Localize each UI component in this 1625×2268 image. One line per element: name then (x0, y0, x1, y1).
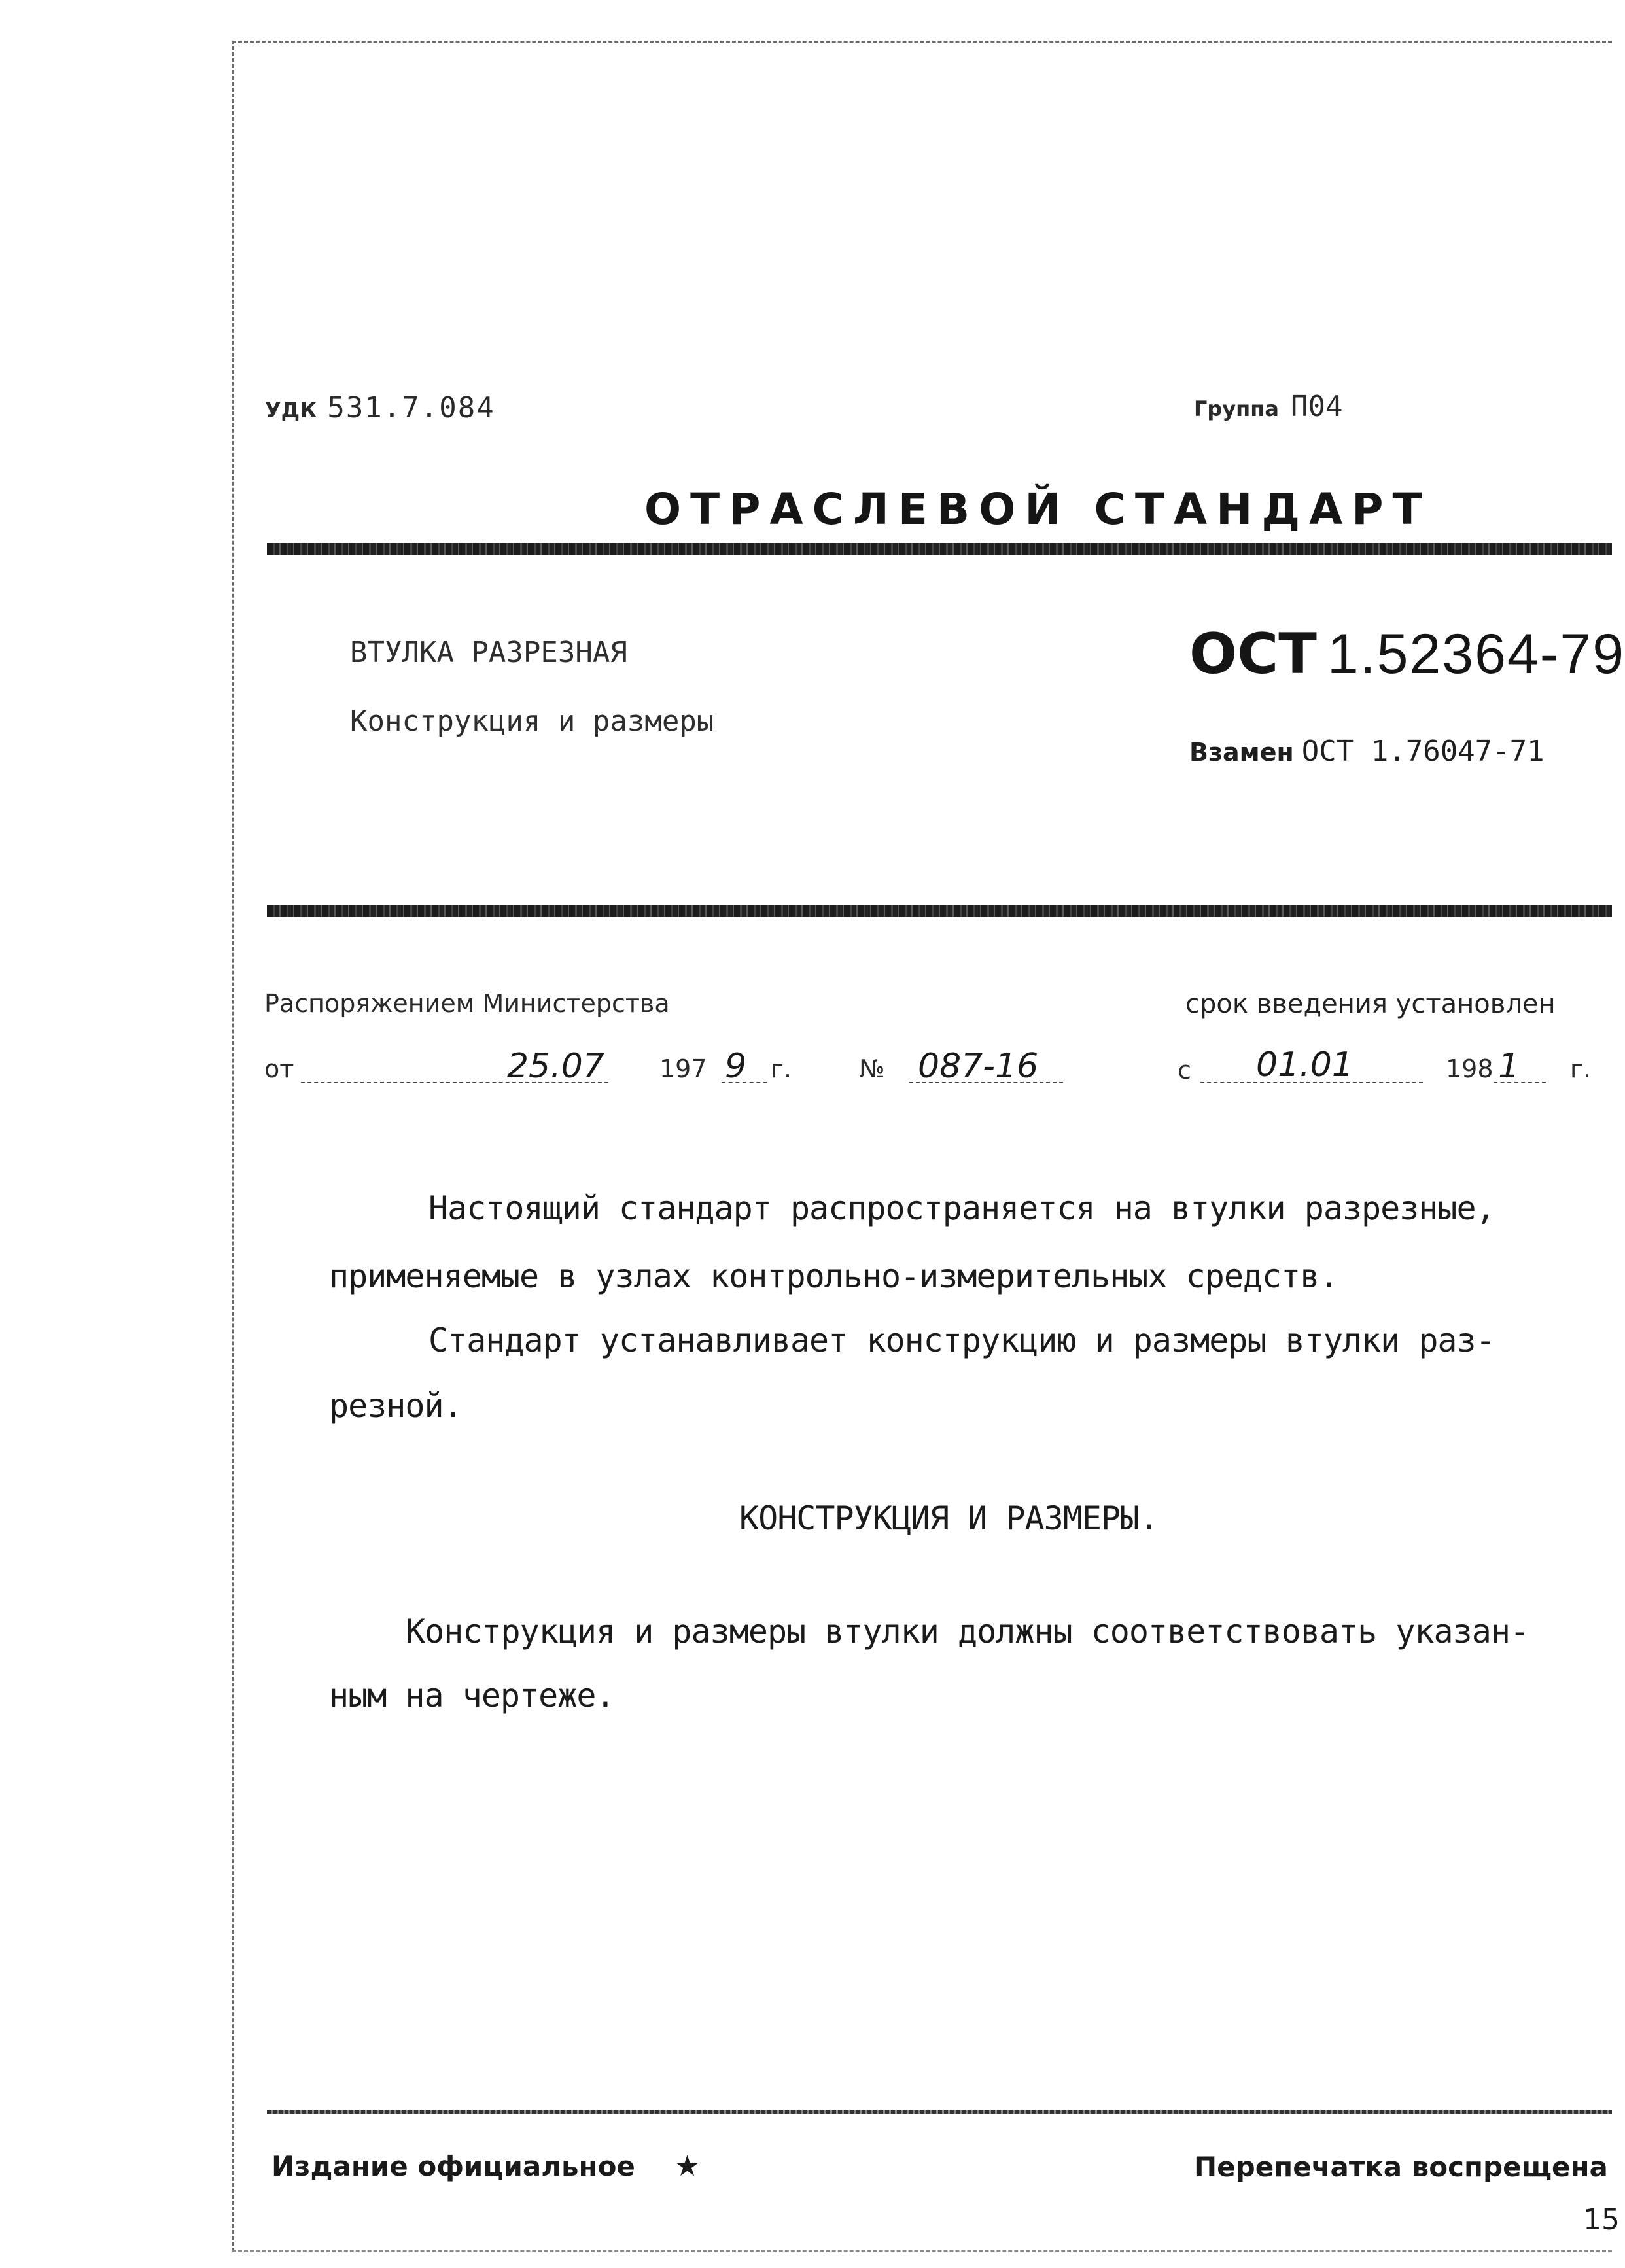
product-subtitle: Конструкция и размеры (350, 705, 714, 738)
footer-left-text: Издание официальное (271, 2150, 635, 2182)
order-number-label: № (859, 1055, 885, 1083)
order-year-digit: 9 (725, 1047, 747, 1086)
ost-label: ОСТ (1189, 621, 1317, 687)
title-rule (267, 543, 1612, 555)
paragraph-2-line-1: Стандарт устанавливает конструкцию и размеры втулки раз- (428, 1321, 1495, 1359)
effective-label: срок введения установлен (1185, 989, 1556, 1019)
group-label: Группа (1194, 396, 1279, 421)
udk-label: УДК (265, 398, 317, 423)
frame-left-border (232, 41, 234, 2252)
effective-year-digit: 1 (1498, 1047, 1520, 1086)
order-label: Распоряжением Министерства (264, 989, 670, 1018)
footer-rule (267, 2110, 1612, 2114)
document-title: ОТРАСЛЕВОЙ СТАНДАРТ (644, 484, 1431, 534)
order-number: 087-16 (918, 1047, 1039, 1086)
replaces-label: Взамен (1189, 738, 1294, 767)
paragraph-3-line-2: ным на чертеже. (329, 1677, 615, 1715)
header-bottom-rule (267, 905, 1612, 917)
page-number: 15 (1583, 2203, 1620, 2237)
paragraph-2-line-2: резной. (329, 1387, 463, 1425)
paragraph-1-line-1: Настоящий стандарт распространяется на втулки разрезные, (428, 1189, 1495, 1227)
paragraph-3-line-1: Конструкция и размеры втулки должны соответствовать указан- (406, 1613, 1529, 1650)
effective-date: 01.01 (1256, 1045, 1354, 1085)
group-value: П04 (1290, 390, 1343, 423)
order-year-suffix: г. (771, 1055, 792, 1083)
ost-number: 1.52364-79 (1327, 623, 1625, 686)
frame-bottom-border (232, 2250, 1612, 2252)
product-name: ВТУЛКА РАЗРЕЗНАЯ (350, 636, 627, 669)
effective-year-suffix: г. (1570, 1055, 1592, 1083)
section-heading: КОНСТРУКЦИЯ И РАЗМЕРЫ. (739, 1499, 1159, 1537)
effective-year-prefix: 198 (1446, 1055, 1494, 1083)
order-from-label: от (264, 1055, 294, 1083)
order-year-prefix: 197 (659, 1055, 707, 1083)
footer-official-edition (271, 2150, 700, 2183)
replaces-value: ОСТ 1.76047-71 (1301, 735, 1545, 768)
udk-value: 531.7.084 (327, 391, 495, 425)
effective-from-label: с (1178, 1056, 1191, 1085)
order-date: 25.07 (507, 1047, 604, 1086)
paragraph-1-line-2: применяемые в узлах контрольно-измерительных средств. (329, 1257, 1338, 1295)
group-line (1194, 390, 1342, 423)
replaces-line (1189, 735, 1545, 768)
udk-line (265, 391, 495, 425)
frame-top-border (232, 41, 1612, 43)
star-icon: ★ (674, 2150, 701, 2183)
footer-reprint-notice: Перепечатка воспрещена (1194, 2151, 1608, 2183)
ost-designation (1189, 621, 1625, 687)
